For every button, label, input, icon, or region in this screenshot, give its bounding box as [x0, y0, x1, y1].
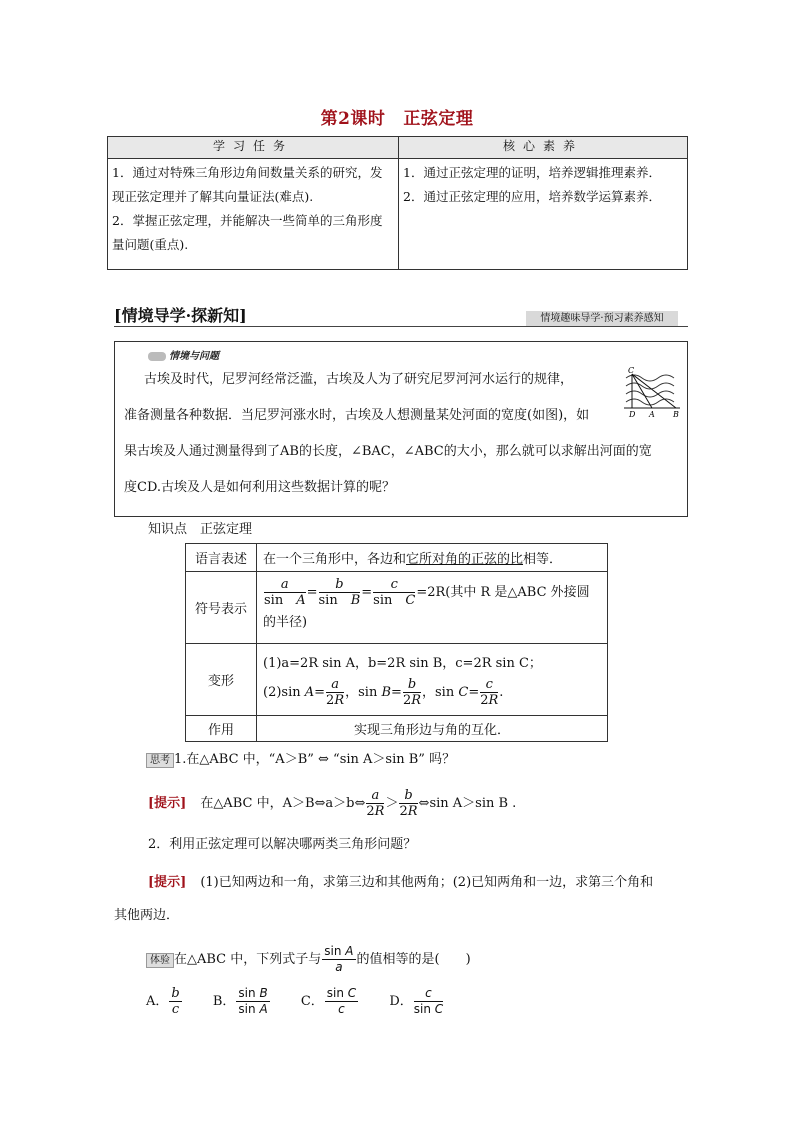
label-d: D [629, 410, 636, 418]
tasks-header: 学习任务 [108, 137, 399, 159]
lesson-number: 第2课时 [320, 109, 386, 129]
knowledge-heading: 知识点 正弦定理 [148, 522, 253, 537]
row-statement-value [257, 544, 608, 572]
row-transform-value [257, 644, 608, 716]
sine-law-table [185, 543, 608, 742]
literacy-item-1: 1．通过正弦定理的证明，培养逻辑推理素养． [403, 165, 661, 180]
lesson-topic: 正弦定理 [403, 109, 474, 129]
transform-line-2: (2)sin A= $\frac{a}{2R}$ ，sin B= $\frac{b}{2R}$ ，sin C= $\frac{c}{2R}$ . [263, 677, 504, 708]
think-question-1 [146, 748, 455, 768]
row-symbol-key: 符号表示 [186, 572, 257, 644]
symbol-tail: =2R(其中 R 是△ABC 外接圆的半径) [263, 585, 590, 630]
scenario-line-4: 度CD.古埃及人是如何利用这些数据计算的呢？ [124, 480, 396, 495]
label-a: A [649, 410, 655, 418]
literacy-item-2: 2．通过正弦定理的应用，培养数学运算素养． [403, 189, 661, 204]
hint-2-label: [提示] [148, 875, 187, 890]
think-tag: 思考 [146, 753, 174, 768]
row-statement-key: 语言表述 [186, 544, 257, 572]
river-figure [620, 366, 684, 418]
row-use-key: 作用 [186, 716, 257, 742]
label-c: C [628, 366, 635, 375]
hint-2-line-1: (1)已知两边和一角，求第三边和其他两角；(2)已知两角和一边，求第三个角和 [200, 875, 654, 890]
experience-question [146, 944, 471, 975]
row-use-value: 实现三角形边与角的互化． [257, 716, 608, 742]
scenario-line-2: 准备测量各种数据．当尼罗河涨水时，古埃及人想测量某处河面的宽度(如图)，如 [124, 408, 590, 423]
hint-1-end: ⇔sin A＞sin B . [418, 796, 517, 811]
section-tag: 情境趣味导学·预习素养感知 [526, 311, 678, 326]
statement-underlined: 它所对角的正弦的比 [406, 552, 524, 567]
label-b: B [673, 410, 679, 418]
statement-part-1: 在一个三角形中，各边和 [263, 552, 407, 567]
experience-fraction: $\frac{\text{sin A}}{a}$ [324, 944, 354, 974]
section-heading: [情境导学·探新知] [114, 306, 247, 325]
option-c[interactable]: C． $\frac{\text{sin C}}{c}$ [300, 986, 357, 1016]
row-transform-key: 变形 [186, 644, 257, 716]
wave-line-3 [626, 391, 674, 397]
think-question-2: 2．利用正弦定理可以解决哪两类三角形问题？ [148, 837, 417, 852]
literacy-cell [399, 159, 688, 270]
hint-1-text: 在△ABC 中，A＞B⇔a＞b⇔ [200, 796, 366, 811]
task-item-1: 1．通过对特殊三角形边角间数量关系的研究，发现正弦定理并了解其向量证法(难点). [112, 165, 383, 204]
task-item-2: 2．掌握正弦定理，并能解决一些简单的三角形度量问题(重点). [112, 213, 383, 252]
learning-objectives-table [107, 136, 688, 270]
section-divider [114, 326, 688, 327]
option-a[interactable]: A． $\frac{b}{c}$ [146, 986, 180, 1017]
hint-2-line-2: 其他两边． [114, 908, 180, 923]
scenario-line-3: 果古埃及人通过测量得到了AB的长度，∠BAC，∠ABC的大小，那么就可以求解出河面的宽 [124, 444, 652, 459]
hint-1: [提示] 在△ABC 中，A＞B⇔a＞b⇔ $\frac{a}{2R}$ ＞ $\frac{b}{2R}$ ⇔sin A＞sin B . [148, 788, 517, 819]
segment-cb [632, 374, 676, 408]
statement-part-3: 相等． [523, 552, 563, 567]
option-d[interactable]: D． $\frac{c}{\text{sin C}}$ [389, 986, 444, 1016]
scenario-tag [148, 347, 219, 362]
scenario-tag-label: 情境与问题 [169, 351, 219, 362]
scenario-icon [148, 352, 166, 361]
frac-c-sinc: $\frac{c}{\text{sin C}}$ [373, 577, 416, 608]
experience-q-part-2: 的值相等的是( ) [356, 952, 471, 967]
row-symbol-value: $\frac{a}{\text{sin A}}$ = $\frac{b}{\text{sin B}}$ = $\frac{c}{\text{sin C}}$ =2R(其中 R 是△ABC 外接圆的半径) [257, 572, 608, 644]
frac-a-sina: $\frac{a}{\text{sin A}}$ [264, 577, 306, 608]
scenario-text [114, 362, 686, 506]
experience-q-part-1: 在△ABC 中，下列式子与 [174, 952, 322, 967]
tasks-cell [108, 159, 399, 270]
literacy-header: 核心素养 [399, 137, 688, 159]
transform-line-1: (1)a=2R sin A，b=2R sin B，c=2R sin C； [263, 656, 542, 671]
frac-b-sinb: $\frac{b}{\text{sin B}}$ [318, 577, 361, 608]
experience-tag: 体验 [146, 953, 174, 968]
think-q1-text: 1.在△ABC 中，“A＞B” ⇔ “sin A＞sin B” 吗？ [174, 752, 456, 767]
scenario-line-1: 古埃及时代，尼罗河经常泛滥，古埃及人为了研究尼罗河河水运行的规律， [144, 372, 574, 387]
option-b[interactable]: B． $\frac{\text{sin B}}{\text{sin A}}$ [212, 986, 268, 1016]
answer-options [146, 986, 470, 1017]
hint-1-label: [提示] [148, 796, 187, 811]
hint-2 [114, 866, 686, 932]
lesson-title [0, 104, 794, 129]
